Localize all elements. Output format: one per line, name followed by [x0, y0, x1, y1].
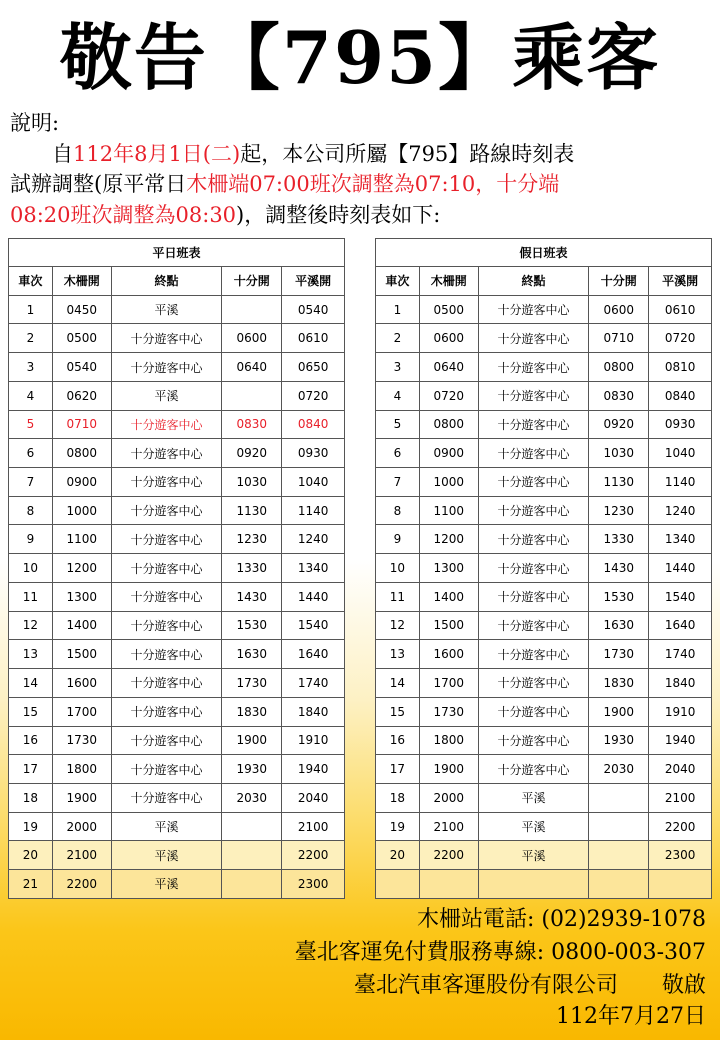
holiday-cell: 9	[376, 525, 420, 554]
table-row	[376, 525, 712, 554]
weekday-cell: 12	[9, 611, 53, 640]
holiday-cell: 0720	[649, 324, 712, 353]
holiday-cell: 0710	[589, 324, 649, 353]
holiday-cell	[376, 870, 420, 899]
notice-label: 說明:	[10, 111, 60, 135]
service-hotline: 臺北客運免付費服務專線: 0800-003-307	[294, 940, 706, 965]
weekday-cell: 十分遊客中心	[111, 611, 222, 640]
weekday-cell	[222, 812, 282, 841]
notice-date: 112年7月27日	[556, 1004, 706, 1029]
table-row	[9, 496, 345, 525]
weekday-cell: 1200	[52, 554, 111, 583]
weekday-cell: 1940	[282, 755, 345, 784]
weekday-cell: 1230	[222, 525, 282, 554]
table-row	[376, 812, 712, 841]
holiday-cell: 十分遊客中心	[478, 353, 589, 382]
weekday-header-cell: 十分開	[222, 267, 282, 296]
weekday-cell: 1530	[222, 611, 282, 640]
table-row	[376, 841, 712, 870]
table-row	[9, 841, 345, 870]
table-row	[9, 812, 345, 841]
table-row	[376, 468, 712, 497]
weekday-cell: 平溪	[111, 295, 222, 324]
weekday-cell	[222, 381, 282, 410]
weekday-cell: 平溪	[111, 381, 222, 410]
holiday-cell: 0900	[419, 439, 478, 468]
notice-start-date: 112年8月1日(二)	[73, 142, 241, 166]
holiday-cell: 20	[376, 841, 420, 870]
holiday-cell: 1340	[649, 525, 712, 554]
holiday-cell: 0930	[649, 410, 712, 439]
holiday-cell: 14	[376, 669, 420, 698]
holiday-cell: 1400	[419, 582, 478, 611]
weekday-cell: 十分遊客中心	[111, 783, 222, 812]
holiday-cell: 平溪	[478, 812, 589, 841]
weekday-cell: 1100	[52, 525, 111, 554]
notice-change-2: 08:20班次調整為08:30	[10, 203, 237, 227]
table-row	[9, 611, 345, 640]
holiday-cell: 十分遊客中心	[478, 640, 589, 669]
weekday-cell: 十分遊客中心	[111, 410, 222, 439]
weekday-caption: 平日班表	[9, 239, 345, 267]
table-row	[376, 611, 712, 640]
holiday-cell: 6	[376, 439, 420, 468]
weekday-cell: 0500	[52, 324, 111, 353]
holiday-cell: 1830	[589, 669, 649, 698]
weekday-cell: 18	[9, 783, 53, 812]
holiday-header-cell: 十分開	[589, 267, 649, 296]
table-row	[9, 410, 345, 439]
table-row	[9, 669, 345, 698]
weekday-cell: 1900	[222, 726, 282, 755]
holiday-cell: 2	[376, 324, 420, 353]
weekday-cell: 平溪	[111, 841, 222, 870]
holiday-cell: 1100	[419, 496, 478, 525]
weekday-cell: 6	[9, 439, 53, 468]
holiday-cell: 十分遊客中心	[478, 496, 589, 525]
weekday-header-cell: 平溪開	[282, 267, 345, 296]
weekday-cell: 1400	[52, 611, 111, 640]
holiday-cell: 0810	[649, 353, 712, 382]
holiday-cell: 1300	[419, 554, 478, 583]
weekday-cell: 1040	[282, 468, 345, 497]
holiday-cell: 0640	[419, 353, 478, 382]
holiday-cell: 1030	[589, 439, 649, 468]
table-row	[9, 870, 345, 899]
weekday-cell: 11	[9, 582, 53, 611]
weekday-cell: 1500	[52, 640, 111, 669]
table-row	[376, 410, 712, 439]
table-row	[9, 381, 345, 410]
notice-line-2-pre: 試辦調整(原平常日	[10, 172, 187, 196]
table-row	[9, 554, 345, 583]
weekday-cell: 0620	[52, 381, 111, 410]
weekday-cell: 3	[9, 353, 53, 382]
holiday-cell: 0500	[419, 295, 478, 324]
notice-change-1: 木柵端07:00班次調整為07:10，十分端	[186, 172, 560, 196]
holiday-cell: 1900	[589, 697, 649, 726]
holiday-cell: 0600	[419, 324, 478, 353]
weekday-cell: 0450	[52, 295, 111, 324]
holiday-cell: 7	[376, 468, 420, 497]
holiday-cell: 1840	[649, 669, 712, 698]
holiday-cell: 十分遊客中心	[478, 525, 589, 554]
holiday-cell: 10	[376, 554, 420, 583]
weekday-cell: 十分遊客中心	[111, 324, 222, 353]
holiday-cell: 0840	[649, 381, 712, 410]
holiday-cell: 0610	[649, 295, 712, 324]
holiday-cell: 1140	[649, 468, 712, 497]
holiday-cell: 2030	[589, 755, 649, 784]
notice-line-2	[10, 169, 710, 199]
notice-line-3-post: )，調整後時刻表如下:	[236, 203, 441, 227]
holiday-cell: 5	[376, 410, 420, 439]
holiday-cell: 十分遊客中心	[478, 468, 589, 497]
weekday-cell: 8	[9, 496, 53, 525]
table-row	[376, 353, 712, 382]
holiday-cell: 1910	[649, 697, 712, 726]
holiday-header-cell: 木柵開	[419, 267, 478, 296]
weekday-cell: 1140	[282, 496, 345, 525]
weekday-cell: 20	[9, 841, 53, 870]
table-row	[9, 353, 345, 382]
notice-line-3	[10, 200, 710, 230]
holiday-caption: 假日班表	[376, 239, 712, 267]
table-row	[9, 324, 345, 353]
holiday-cell: 18	[376, 783, 420, 812]
weekday-cell: 13	[9, 640, 53, 669]
weekday-cell: 2100	[52, 841, 111, 870]
holiday-header-cell: 車次	[376, 267, 420, 296]
weekday-header-cell: 木柵開	[52, 267, 111, 296]
weekday-cell: 十分遊客中心	[111, 496, 222, 525]
weekday-cell: 2000	[52, 812, 111, 841]
holiday-cell: 十分遊客中心	[478, 324, 589, 353]
weekday-cell: 1030	[222, 468, 282, 497]
holiday-cell: 1530	[589, 582, 649, 611]
holiday-cell: 1440	[649, 554, 712, 583]
table-row	[9, 439, 345, 468]
weekday-cell: 9	[9, 525, 53, 554]
holiday-cell: 十分遊客中心	[478, 669, 589, 698]
notice-line-1-post: 起，本公司所屬【795】路線時刻表	[240, 142, 575, 166]
holiday-cell: 十分遊客中心	[478, 381, 589, 410]
holiday-cell: 1540	[649, 582, 712, 611]
notice-line-1-pre: 自	[52, 142, 73, 166]
weekday-cell: 16	[9, 726, 53, 755]
weekday-cell: 十分遊客中心	[111, 669, 222, 698]
weekday-cell: 7	[9, 468, 53, 497]
weekday-cell: 1930	[222, 755, 282, 784]
table-row	[376, 582, 712, 611]
weekday-cell: 1130	[222, 496, 282, 525]
weekday-cell: 十分遊客中心	[111, 755, 222, 784]
weekday-cell: 0540	[52, 353, 111, 382]
table-row	[376, 697, 712, 726]
holiday-cell	[589, 870, 649, 899]
weekday-cell: 1700	[52, 697, 111, 726]
weekday-cell: 1900	[52, 783, 111, 812]
weekday-cell	[222, 295, 282, 324]
holiday-cell: 15	[376, 697, 420, 726]
weekday-cell: 十分遊客中心	[111, 353, 222, 382]
weekday-cell: 2030	[222, 783, 282, 812]
weekday-cell: 十分遊客中心	[111, 439, 222, 468]
holiday-cell: 2040	[649, 755, 712, 784]
table-row	[376, 755, 712, 784]
weekday-cell: 十分遊客中心	[111, 468, 222, 497]
holiday-cell: 1730	[419, 697, 478, 726]
weekday-cell: 0650	[282, 353, 345, 382]
weekday-cell: 2100	[282, 812, 345, 841]
holiday-cell: 0830	[589, 381, 649, 410]
holiday-cell: 2300	[649, 841, 712, 870]
holiday-cell: 十分遊客中心	[478, 755, 589, 784]
holiday-cell: 十分遊客中心	[478, 410, 589, 439]
holiday-cell: 十分遊客中心	[478, 726, 589, 755]
weekday-cell	[222, 841, 282, 870]
table-row	[9, 525, 345, 554]
holiday-cell: 十分遊客中心	[478, 554, 589, 583]
holiday-cell: 1	[376, 295, 420, 324]
holiday-cell: 1230	[589, 496, 649, 525]
weekday-cell: 十分遊客中心	[111, 582, 222, 611]
table-row	[376, 669, 712, 698]
weekday-cell: 0540	[282, 295, 345, 324]
holiday-cell: 1700	[419, 669, 478, 698]
weekday-cell: 21	[9, 870, 53, 899]
weekday-cell: 1730	[222, 669, 282, 698]
weekday-cell: 15	[9, 697, 53, 726]
weekday-cell: 1630	[222, 640, 282, 669]
holiday-cell: 0920	[589, 410, 649, 439]
weekday-cell: 十分遊客中心	[111, 525, 222, 554]
table-row	[9, 468, 345, 497]
weekday-cell: 0720	[282, 381, 345, 410]
holiday-cell: 3	[376, 353, 420, 382]
holiday-cell: 0800	[419, 410, 478, 439]
table-row	[9, 755, 345, 784]
holiday-cell: 1940	[649, 726, 712, 755]
holiday-cell	[589, 812, 649, 841]
table-row	[376, 295, 712, 324]
holiday-cell: 十分遊客中心	[478, 439, 589, 468]
weekday-header-cell: 終點	[111, 267, 222, 296]
weekday-cell: 1830	[222, 697, 282, 726]
holiday-cell: 1800	[419, 726, 478, 755]
weekday-cell: 1600	[52, 669, 111, 698]
weekday-cell: 0830	[222, 410, 282, 439]
weekday-cell: 19	[9, 812, 53, 841]
holiday-cell: 平溪	[478, 783, 589, 812]
company-signature: 臺北汽車客運股份有限公司 敬啟	[353, 973, 706, 998]
station-phone: 木柵站電話: (02)2939-1078	[417, 907, 706, 932]
weekday-cell: 1340	[282, 554, 345, 583]
holiday-cell: 2100	[419, 812, 478, 841]
holiday-cell: 1730	[589, 640, 649, 669]
weekday-cell: 1	[9, 295, 53, 324]
holiday-cell: 十分遊客中心	[478, 582, 589, 611]
holiday-cell: 8	[376, 496, 420, 525]
weekday-header-cell: 車次	[9, 267, 53, 296]
holiday-cell: 十分遊客中心	[478, 697, 589, 726]
holiday-cell: 1130	[589, 468, 649, 497]
table-row	[9, 640, 345, 669]
weekday-cell: 1800	[52, 755, 111, 784]
weekday-cell: 1740	[282, 669, 345, 698]
table-row	[376, 324, 712, 353]
weekday-cell: 0710	[52, 410, 111, 439]
holiday-cell: 1330	[589, 525, 649, 554]
holiday-header-cell: 終點	[478, 267, 589, 296]
weekday-cell: 0920	[222, 439, 282, 468]
holiday-cell: 十分遊客中心	[478, 611, 589, 640]
holiday-cell: 2000	[419, 783, 478, 812]
weekday-cell: 1000	[52, 496, 111, 525]
weekday-cell: 1640	[282, 640, 345, 669]
weekday-cell: 0840	[282, 410, 345, 439]
weekday-cell: 1300	[52, 582, 111, 611]
holiday-cell: 4	[376, 381, 420, 410]
holiday-cell: 1040	[649, 439, 712, 468]
table-row	[9, 726, 345, 755]
table-row	[376, 554, 712, 583]
weekday-cell: 十分遊客中心	[111, 554, 222, 583]
holiday-cell: 2200	[649, 812, 712, 841]
holiday-cell: 17	[376, 755, 420, 784]
holiday-cell	[419, 870, 478, 899]
table-row	[376, 640, 712, 669]
notice-line-1	[10, 139, 710, 169]
table-row	[376, 783, 712, 812]
weekday-cell	[222, 870, 282, 899]
weekday-cell: 17	[9, 755, 53, 784]
weekday-cell: 平溪	[111, 812, 222, 841]
weekday-cell: 1840	[282, 697, 345, 726]
weekday-cell: 4	[9, 381, 53, 410]
weekday-cell: 0900	[52, 468, 111, 497]
table-row	[9, 582, 345, 611]
weekday-cell: 14	[9, 669, 53, 698]
holiday-cell	[589, 841, 649, 870]
weekday-cell: 2040	[282, 783, 345, 812]
holiday-cell: 16	[376, 726, 420, 755]
holiday-cell: 19	[376, 812, 420, 841]
holiday-cell: 1430	[589, 554, 649, 583]
holiday-cell: 1640	[649, 611, 712, 640]
holiday-timetable	[375, 238, 712, 899]
holiday-cell: 1900	[419, 755, 478, 784]
holiday-cell: 12	[376, 611, 420, 640]
weekday-cell: 2	[9, 324, 53, 353]
weekday-cell: 0800	[52, 439, 111, 468]
holiday-cell: 1600	[419, 640, 478, 669]
holiday-cell: 11	[376, 582, 420, 611]
table-row	[376, 870, 712, 899]
weekday-cell: 0930	[282, 439, 345, 468]
holiday-cell: 1500	[419, 611, 478, 640]
weekday-cell: 十分遊客中心	[111, 640, 222, 669]
weekday-cell: 1910	[282, 726, 345, 755]
weekday-cell: 平溪	[111, 870, 222, 899]
holiday-cell: 2100	[649, 783, 712, 812]
weekday-cell: 十分遊客中心	[111, 726, 222, 755]
holiday-cell: 十分遊客中心	[478, 295, 589, 324]
weekday-cell: 1240	[282, 525, 345, 554]
weekday-cell: 0640	[222, 353, 282, 382]
weekday-timetable	[8, 238, 345, 899]
weekday-cell: 1540	[282, 611, 345, 640]
holiday-cell: 1630	[589, 611, 649, 640]
weekday-cell: 0610	[282, 324, 345, 353]
table-row	[9, 697, 345, 726]
page-title: 敬告【795】乘客	[59, 15, 661, 100]
weekday-cell: 0600	[222, 324, 282, 353]
table-row	[376, 496, 712, 525]
table-row	[9, 783, 345, 812]
holiday-cell: 0720	[419, 381, 478, 410]
holiday-header-cell: 平溪開	[649, 267, 712, 296]
weekday-cell: 2200	[282, 841, 345, 870]
holiday-cell: 1930	[589, 726, 649, 755]
holiday-cell: 平溪	[478, 841, 589, 870]
holiday-cell	[589, 783, 649, 812]
table-row	[376, 439, 712, 468]
weekday-cell: 2200	[52, 870, 111, 899]
holiday-cell: 2200	[419, 841, 478, 870]
holiday-cell: 13	[376, 640, 420, 669]
weekday-cell: 2300	[282, 870, 345, 899]
holiday-cell: 1240	[649, 496, 712, 525]
weekday-cell: 十分遊客中心	[111, 697, 222, 726]
holiday-cell: 0600	[589, 295, 649, 324]
table-row	[9, 295, 345, 324]
holiday-cell: 1000	[419, 468, 478, 497]
holiday-cell: 0800	[589, 353, 649, 382]
weekday-cell: 10	[9, 554, 53, 583]
weekday-cell: 1440	[282, 582, 345, 611]
weekday-cell: 5	[9, 410, 53, 439]
holiday-cell: 1200	[419, 525, 478, 554]
holiday-cell	[478, 870, 589, 899]
table-row	[376, 381, 712, 410]
table-row	[376, 726, 712, 755]
holiday-cell	[649, 870, 712, 899]
weekday-cell: 1730	[52, 726, 111, 755]
weekday-cell: 1430	[222, 582, 282, 611]
holiday-cell: 1740	[649, 640, 712, 669]
weekday-cell: 1330	[222, 554, 282, 583]
